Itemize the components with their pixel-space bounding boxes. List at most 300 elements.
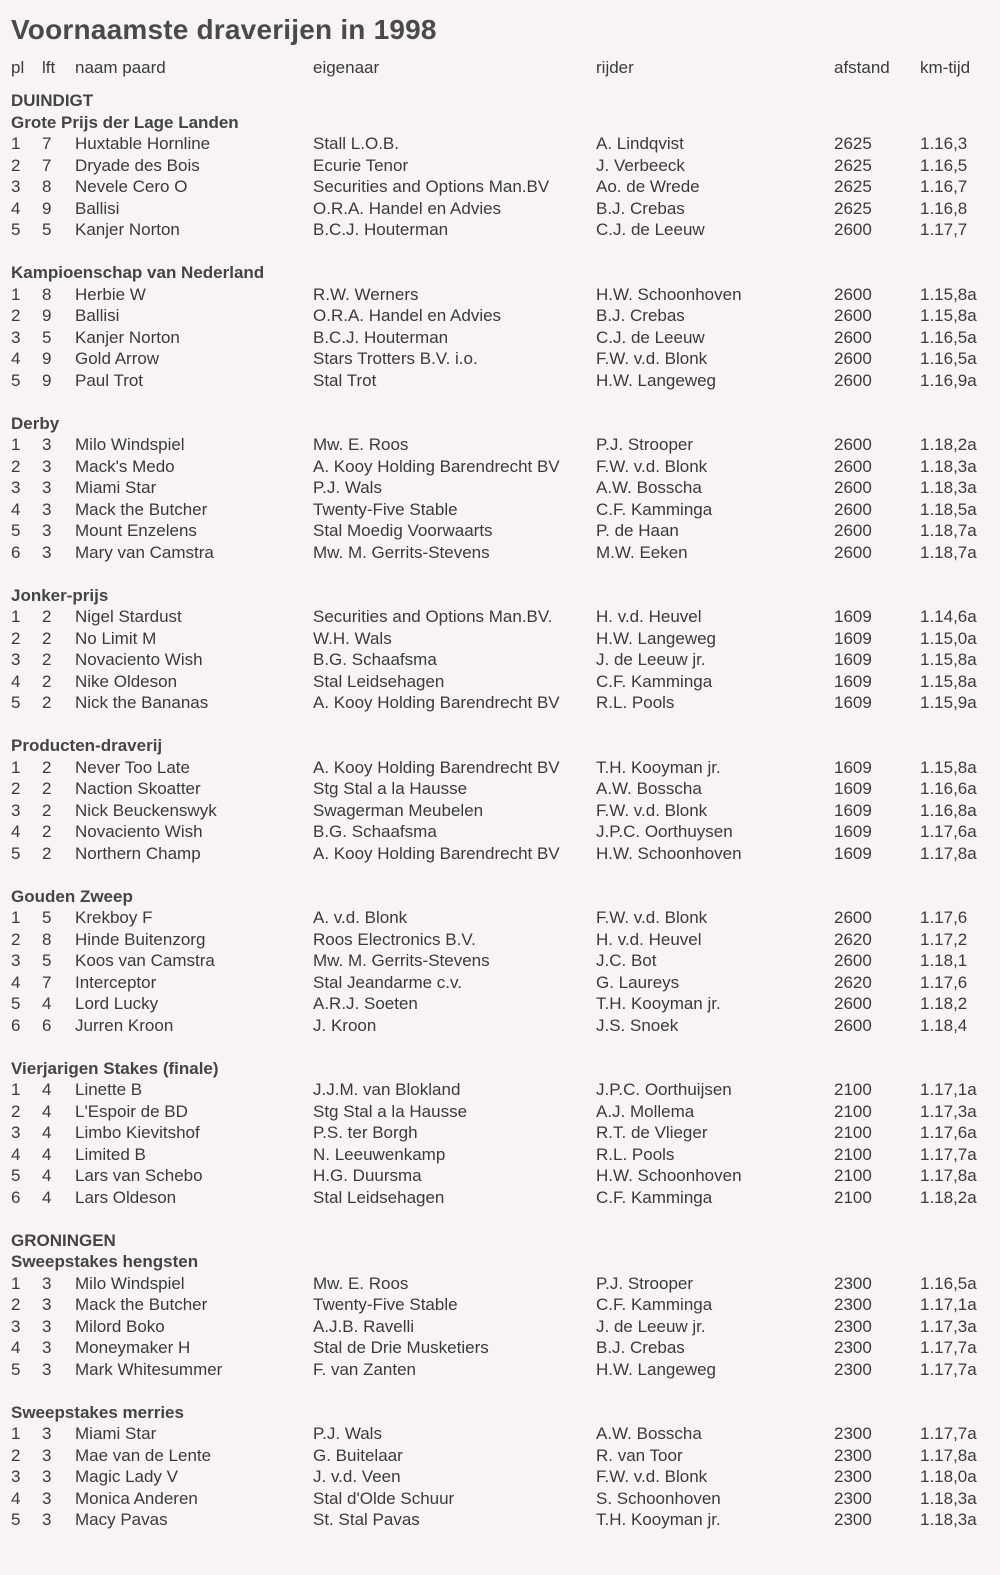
- cell-pl: 2: [11, 456, 21, 476]
- cell-pl: 5: [11, 693, 21, 712]
- table-row: [0, 1423, 1000, 1445]
- cell-eigenaar: Stal Moedig Voorwaarts: [313, 521, 493, 540]
- cell-pl: 5: [11, 1359, 21, 1379]
- cell-naam: Moneymaker H: [75, 1338, 191, 1357]
- cell-pl: 1: [11, 908, 21, 927]
- cell-afstand: 2600: [834, 499, 872, 519]
- location-heading: GRONINGEN: [11, 1230, 116, 1250]
- table-row: [0, 950, 1000, 972]
- cell-afstand: 2600: [834, 327, 872, 347]
- cell-eigenaar: R.W. Werners: [313, 284, 419, 304]
- race-title: Producten-draverij: [11, 736, 163, 755]
- cell-afstand: 2625: [834, 134, 872, 153]
- cell-pl: 4: [11, 671, 21, 691]
- race-title: Sweepstakes hengsten: [11, 1252, 199, 1271]
- cell-naam: Limbo Kievitshof: [75, 1123, 200, 1142]
- cell-lft: 3: [42, 478, 52, 497]
- table-row: [0, 821, 1000, 843]
- table-row: [0, 843, 1000, 865]
- cell-eigenaar: Mw. M. Gerrits-Stevens: [313, 542, 490, 562]
- cell-lft: 3: [42, 1424, 52, 1443]
- table-row: [0, 606, 1000, 628]
- col-rijder-header: rijder: [596, 58, 634, 77]
- table-row: [0, 327, 1000, 349]
- cell-naam: Herbie W: [75, 284, 146, 304]
- table-row: [0, 370, 1000, 392]
- cell-kmtijd: 1.17,1a: [920, 1295, 977, 1314]
- column-header-row: [0, 50, 1000, 86]
- cell-lft: 3: [42, 499, 52, 519]
- cell-kmtijd: 1.18,3a: [920, 1510, 977, 1529]
- table-row: [0, 434, 1000, 456]
- cell-eigenaar: Stg Stal a la Hausse: [313, 1101, 468, 1121]
- cell-naam: Kanjer Norton: [75, 327, 180, 347]
- col-lft-header: lft: [42, 58, 56, 77]
- table-row: [0, 1144, 1000, 1166]
- table-row: [0, 907, 1000, 929]
- cell-naam: Krekboy F: [75, 908, 153, 927]
- cell-lft: 3: [42, 1488, 52, 1508]
- cell-lft: 7: [42, 134, 52, 153]
- cell-kmtijd: 1.15,8a: [920, 306, 977, 325]
- cell-eigenaar: O.R.A. Handel en Advies: [313, 306, 502, 325]
- cell-pl: 1: [11, 1424, 21, 1443]
- cell-afstand: 2300: [834, 1467, 872, 1486]
- cell-lft: 2: [42, 628, 52, 648]
- cell-eigenaar: A. Kooy Holding Barendrecht BV: [313, 757, 560, 777]
- cell-afstand: 2620: [834, 929, 872, 949]
- cell-rijder: B.J. Crebas: [596, 1338, 685, 1357]
- cell-rijder: F.W. v.d. Blonk: [596, 349, 708, 368]
- cell-rijder: H. v.d. Heuvel: [596, 929, 702, 949]
- cell-lft: 3: [42, 1359, 52, 1379]
- cell-rijder: H.W. Langeweg: [596, 1359, 717, 1379]
- cell-lft: 3: [42, 542, 52, 562]
- cell-rijder: A.W. Bosscha: [596, 478, 702, 497]
- table-row: [0, 305, 1000, 327]
- cell-lft: 2: [42, 757, 52, 777]
- cell-afstand: 2300: [834, 1445, 872, 1465]
- cell-rijder: P.J. Strooper: [596, 435, 694, 454]
- cell-pl: 3: [11, 951, 21, 970]
- table-row: [0, 1509, 1000, 1531]
- col-pl-header: pl: [11, 58, 25, 77]
- cell-kmtijd: 1.15,8a: [920, 671, 977, 691]
- cell-naam: Novaciento Wish: [75, 822, 203, 841]
- cell-eigenaar: J. v.d. Veen: [313, 1467, 401, 1486]
- table-row: [0, 1316, 1000, 1338]
- cell-lft: 4: [42, 1187, 52, 1207]
- cell-afstand: 2600: [834, 478, 872, 497]
- cell-pl: 2: [11, 628, 21, 648]
- cell-naam: No Limit M: [75, 628, 157, 648]
- table-row: [0, 499, 1000, 521]
- cell-kmtijd: 1.16,8: [920, 198, 968, 218]
- cell-pl: 3: [11, 1467, 21, 1486]
- cell-kmtijd: 1.15,8a: [920, 757, 977, 777]
- cell-afstand: 1609: [834, 800, 872, 820]
- cell-kmtijd: 1.17,7a: [920, 1338, 977, 1357]
- cell-rijder: S. Schoonhoven: [596, 1488, 721, 1508]
- table-row: [0, 757, 1000, 779]
- cell-kmtijd: 1.15,8a: [920, 650, 977, 669]
- cell-eigenaar: Stal Leidsehagen: [313, 671, 445, 691]
- cell-naam: Nike Oldeson: [75, 671, 178, 691]
- cell-pl: 1: [11, 134, 21, 153]
- cell-eigenaar: P.J. Wals: [313, 1424, 382, 1443]
- cell-pl: 4: [11, 822, 21, 841]
- cell-naam: Naction Skoatter: [75, 779, 201, 798]
- table-row: [0, 972, 1000, 994]
- race-title: Jonker-prijs: [11, 585, 109, 605]
- cell-afstand: 2600: [834, 994, 872, 1013]
- cell-eigenaar: Stal Leidsehagen: [313, 1187, 445, 1207]
- cell-pl: 3: [11, 650, 21, 669]
- table-row: [0, 1101, 1000, 1123]
- cell-lft: 7: [42, 972, 52, 992]
- cell-lft: 2: [42, 779, 52, 798]
- cell-naam: Nick the Bananas: [75, 693, 209, 712]
- cell-pl: 2: [11, 779, 21, 798]
- cell-eigenaar: P.J. Wals: [313, 478, 382, 497]
- cell-lft: 9: [42, 198, 52, 218]
- cell-kmtijd: 1.16,3: [920, 134, 968, 153]
- table-row: [0, 1079, 1000, 1101]
- cell-pl: 4: [11, 1144, 21, 1164]
- cell-kmtijd: 1.17,7a: [920, 1144, 977, 1164]
- cell-kmtijd: 1.17,3a: [920, 1101, 977, 1121]
- cell-eigenaar: Roos Electronics B.V.: [313, 929, 476, 949]
- cell-naam: Mount Enzelens: [75, 521, 197, 540]
- cell-pl: 1: [11, 1273, 21, 1293]
- cell-rijder: H.W. Schoonhoven: [596, 843, 742, 863]
- table-row: [0, 1359, 1000, 1381]
- cell-lft: 3: [42, 1295, 52, 1314]
- cell-pl: 3: [11, 800, 21, 820]
- cell-eigenaar: A.R.J. Soeten: [313, 994, 418, 1013]
- cell-naam: Lord Lucky: [75, 994, 159, 1013]
- cell-rijder: R.T. de Vlieger: [596, 1123, 708, 1142]
- cell-naam: Mack's Medo: [75, 456, 175, 476]
- spacer: [0, 1380, 1000, 1402]
- cell-kmtijd: 1.18,2: [920, 994, 968, 1013]
- cell-kmtijd: 1.15,8a: [920, 284, 977, 304]
- cell-kmtijd: 1.17,6: [920, 908, 968, 927]
- cell-pl: 3: [11, 478, 21, 497]
- cell-naam: Nevele Cero O: [75, 177, 188, 196]
- table-row: [0, 1337, 1000, 1359]
- table-row: [0, 800, 1000, 822]
- cell-naam: Mack the Butcher: [75, 499, 208, 519]
- cell-rijder: A.J. Mollema: [596, 1101, 695, 1121]
- cell-eigenaar: Stg Stal a la Hausse: [313, 779, 468, 798]
- cell-rijder: H.W. Langeweg: [596, 370, 717, 390]
- cell-eigenaar: Securities and Options Man.BV.: [313, 607, 553, 626]
- cell-afstand: 2625: [834, 155, 872, 175]
- cell-rijder: J.S. Snoek: [596, 1015, 679, 1035]
- cell-naam: Never Too Late: [75, 757, 190, 777]
- cell-pl: 1: [11, 1080, 21, 1099]
- cell-rijder: T.H. Kooyman jr.: [596, 994, 721, 1013]
- cell-naam: Jurren Kroon: [75, 1015, 174, 1035]
- cell-naam: Macy Pavas: [75, 1510, 168, 1529]
- cell-afstand: 2600: [834, 542, 872, 562]
- cell-naam: Novaciento Wish: [75, 650, 203, 669]
- cell-lft: 4: [42, 1080, 52, 1099]
- cell-afstand: 1609: [834, 650, 872, 669]
- cell-eigenaar: A. Kooy Holding Barendrecht BV: [313, 693, 560, 712]
- cell-afstand: 2600: [834, 284, 872, 304]
- table-row: [0, 692, 1000, 714]
- cell-rijder: P.J. Strooper: [596, 1273, 694, 1293]
- cell-lft: 4: [42, 994, 52, 1013]
- cell-rijder: J. de Leeuw jr.: [596, 1316, 706, 1336]
- cell-pl: 6: [11, 1187, 21, 1207]
- cell-afstand: 1609: [834, 757, 872, 777]
- cell-rijder: M.W. Eeken: [596, 542, 688, 562]
- cell-kmtijd: 1.18,7a: [920, 521, 977, 540]
- cell-pl: 2: [11, 929, 21, 949]
- cell-pl: 5: [11, 1166, 21, 1185]
- cell-rijder: C.F. Kamminga: [596, 671, 713, 691]
- cell-afstand: 2300: [834, 1316, 872, 1336]
- spacer: [0, 714, 1000, 736]
- cell-afstand: 2300: [834, 1488, 872, 1508]
- cell-kmtijd: 1.18,0a: [920, 1467, 977, 1486]
- cell-kmtijd: 1.17,1a: [920, 1080, 977, 1099]
- cell-rijder: J. Verbeeck: [596, 155, 685, 175]
- cell-afstand: 2600: [834, 908, 872, 927]
- cell-naam: Mack the Butcher: [75, 1295, 208, 1314]
- cell-rijder: R.L. Pools: [596, 1144, 675, 1164]
- cell-rijder: B.J. Crebas: [596, 306, 685, 325]
- table-row: [0, 1122, 1000, 1144]
- cell-eigenaar: Ecurie Tenor: [313, 155, 409, 175]
- cell-naam: Huxtable Hornline: [75, 134, 211, 153]
- cell-pl: 2: [11, 155, 21, 175]
- cell-lft: 8: [42, 284, 52, 304]
- cell-afstand: 2600: [834, 456, 872, 476]
- cell-kmtijd: 1.16,5: [920, 155, 968, 175]
- table-row: [0, 671, 1000, 693]
- cell-pl: 3: [11, 177, 21, 196]
- cell-rijder: C.F. Kamminga: [596, 1295, 713, 1314]
- cell-eigenaar: Securities and Options Man.BV: [313, 177, 550, 196]
- cell-pl: 2: [11, 1295, 21, 1314]
- cell-kmtijd: 1.17,2: [920, 929, 968, 949]
- cell-rijder: J.C. Bot: [596, 951, 657, 970]
- cell-afstand: 2625: [834, 198, 872, 218]
- cell-afstand: 2100: [834, 1187, 872, 1207]
- cell-eigenaar: J. Kroon: [313, 1015, 377, 1035]
- cell-naam: Nigel Stardust: [75, 607, 182, 626]
- cell-kmtijd: 1.18,2a: [920, 435, 977, 454]
- cell-kmtijd: 1.18,3a: [920, 478, 977, 497]
- cell-rijder: C.J. de Leeuw: [596, 220, 705, 239]
- cell-rijder: T.H. Kooyman jr.: [596, 757, 721, 777]
- cell-rijder: F.W. v.d. Blonk: [596, 456, 708, 476]
- cell-afstand: 2625: [834, 177, 872, 196]
- cell-pl: 5: [11, 843, 21, 863]
- cell-afstand: 2300: [834, 1359, 872, 1379]
- cell-afstand: 1609: [834, 779, 872, 798]
- cell-rijder: A.W. Bosscha: [596, 1424, 702, 1443]
- table-row: [0, 1273, 1000, 1295]
- cell-lft: 4: [42, 1144, 52, 1164]
- cell-rijder: H.W. Schoonhoven: [596, 284, 742, 304]
- cell-naam: Mary van Camstra: [75, 542, 214, 562]
- cell-rijder: A.W. Bosscha: [596, 779, 702, 798]
- table-row: [0, 284, 1000, 306]
- table-row: [0, 1466, 1000, 1488]
- cell-lft: 3: [42, 1445, 52, 1465]
- cell-lft: 3: [42, 1467, 52, 1486]
- spacer: [0, 241, 1000, 263]
- cell-afstand: 2600: [834, 435, 872, 454]
- spacer: [0, 864, 1000, 886]
- cell-afstand: 2600: [834, 220, 872, 239]
- cell-eigenaar: B.G. Schaafsma: [313, 822, 437, 841]
- cell-afstand: 1609: [834, 607, 872, 626]
- table-row: [0, 155, 1000, 177]
- cell-pl: 5: [11, 994, 21, 1013]
- cell-naam: Gold Arrow: [75, 349, 160, 368]
- cell-kmtijd: 1.16,8a: [920, 800, 977, 820]
- cell-afstand: 1609: [834, 843, 872, 863]
- cell-kmtijd: 1.17,7a: [920, 1424, 977, 1443]
- cell-kmtijd: 1.16,5a: [920, 327, 977, 347]
- cell-eigenaar: Stal de Drie Musketiers: [313, 1338, 489, 1357]
- cell-lft: 4: [42, 1123, 52, 1142]
- spacer: [0, 1208, 1000, 1230]
- cell-lft: 2: [42, 800, 52, 820]
- cell-rijder: B.J. Crebas: [596, 198, 685, 218]
- race-title: Grote Prijs der Lage Landen: [11, 112, 239, 132]
- cell-eigenaar: Twenty-Five Stable: [313, 1295, 458, 1314]
- spacer: [0, 1036, 1000, 1058]
- cell-afstand: 2300: [834, 1424, 872, 1443]
- table-row: [0, 778, 1000, 800]
- table-row: [0, 198, 1000, 220]
- cell-eigenaar: B.C.J. Houterman: [313, 220, 449, 239]
- cell-afstand: 2100: [834, 1101, 872, 1121]
- cell-kmtijd: 1.16,5a: [920, 1273, 977, 1293]
- cell-afstand: 2300: [834, 1273, 872, 1293]
- cell-lft: 5: [42, 951, 52, 970]
- cell-rijder: H.W. Langeweg: [596, 628, 717, 648]
- cell-naam: Lars van Schebo: [75, 1166, 203, 1185]
- col-kmtijd-header: km-tijd: [920, 58, 971, 77]
- cell-lft: 8: [42, 929, 52, 949]
- cell-eigenaar: Mw. E. Roos: [313, 1273, 409, 1293]
- cell-naam: Milord Boko: [75, 1316, 165, 1336]
- cell-lft: 6: [42, 1015, 52, 1035]
- cell-naam: Lars Oldeson: [75, 1187, 177, 1207]
- cell-naam: Paul Trot: [75, 370, 144, 390]
- cell-lft: 9: [42, 370, 52, 390]
- cell-afstand: 2620: [834, 972, 872, 992]
- cell-afstand: 2600: [834, 951, 872, 970]
- cell-rijder: J.P.C. Oorthuysen: [596, 822, 733, 841]
- table-row: [0, 628, 1000, 650]
- cell-pl: 1: [11, 284, 21, 304]
- cell-lft: 2: [42, 693, 52, 712]
- table-row: [0, 649, 1000, 671]
- cell-kmtijd: 1.17,6a: [920, 822, 977, 841]
- race-title: Vierjarigen Stakes (finale): [11, 1058, 219, 1078]
- cell-eigenaar: W.H. Wals: [313, 628, 392, 648]
- cell-lft: 9: [42, 349, 52, 368]
- cell-afstand: 2100: [834, 1123, 872, 1142]
- cell-rijder: G. Laureys: [596, 972, 680, 992]
- cell-naam: Ballisi: [75, 198, 120, 218]
- cell-lft: 2: [42, 650, 52, 669]
- cell-eigenaar: P.S. ter Borgh: [313, 1123, 418, 1142]
- cell-naam: L'Espoir de BD: [75, 1101, 188, 1121]
- cell-pl: 5: [11, 521, 21, 540]
- race-title: Derby: [11, 413, 60, 433]
- cell-afstand: 2100: [834, 1144, 872, 1164]
- cell-kmtijd: 1.17,8a: [920, 1445, 977, 1465]
- cell-eigenaar: B.C.J. Houterman: [313, 327, 449, 347]
- cell-naam: Mark Whitesummer: [75, 1359, 223, 1379]
- cell-eigenaar: A.J.B. Ravelli: [313, 1316, 415, 1336]
- cell-naam: Interceptor: [75, 972, 157, 992]
- col-naam-header: naam paard: [75, 58, 166, 77]
- cell-kmtijd: 1.18,3a: [920, 1488, 977, 1508]
- cell-eigenaar: Twenty-Five Stable: [313, 499, 458, 519]
- cell-rijder: J.P.C. Oorthuijsen: [596, 1080, 732, 1099]
- cell-naam: Northern Champ: [75, 843, 201, 863]
- table-row: [0, 520, 1000, 542]
- cell-pl: 4: [11, 1488, 21, 1508]
- location-heading: DUINDIGT: [11, 91, 94, 110]
- cell-naam: Kanjer Norton: [75, 220, 180, 239]
- cell-kmtijd: 1.15,9a: [920, 693, 977, 712]
- cell-lft: 5: [42, 908, 52, 927]
- cell-afstand: 1609: [834, 671, 872, 691]
- cell-lft: 3: [42, 456, 52, 476]
- cell-afstand: 1609: [834, 822, 872, 841]
- cell-eigenaar: Stal d'Olde Schuur: [313, 1488, 455, 1508]
- cell-pl: 3: [11, 327, 21, 347]
- table-row: [0, 219, 1000, 241]
- cell-rijder: F.W. v.d. Blonk: [596, 800, 708, 820]
- race-title: Sweepstakes merries: [11, 1402, 184, 1422]
- cell-pl: 4: [11, 349, 21, 368]
- cell-rijder: R.L. Pools: [596, 693, 675, 712]
- table-row: [0, 993, 1000, 1015]
- table-row: [0, 1488, 1000, 1510]
- cell-lft: 2: [42, 671, 52, 691]
- results-list: [0, 90, 1000, 1531]
- cell-afstand: 2100: [834, 1166, 872, 1185]
- cell-afstand: 2600: [834, 521, 872, 540]
- cell-lft: 3: [42, 521, 52, 540]
- cell-kmtijd: 1.16,7: [920, 177, 968, 196]
- cell-eigenaar: A. Kooy Holding Barendrecht BV: [313, 843, 560, 863]
- cell-naam: Milo Windspiel: [75, 1273, 185, 1293]
- cell-naam: Monica Anderen: [75, 1488, 198, 1508]
- cell-lft: 2: [42, 822, 52, 841]
- cell-rijder: R. van Toor: [596, 1445, 683, 1465]
- cell-kmtijd: 1.18,7a: [920, 542, 977, 562]
- cell-eigenaar: F. van Zanten: [313, 1359, 417, 1379]
- cell-pl: 2: [11, 1445, 21, 1465]
- cell-rijder: C.F. Kamminga: [596, 1187, 713, 1207]
- cell-lft: 2: [42, 607, 52, 626]
- cell-pl: 3: [11, 1316, 21, 1336]
